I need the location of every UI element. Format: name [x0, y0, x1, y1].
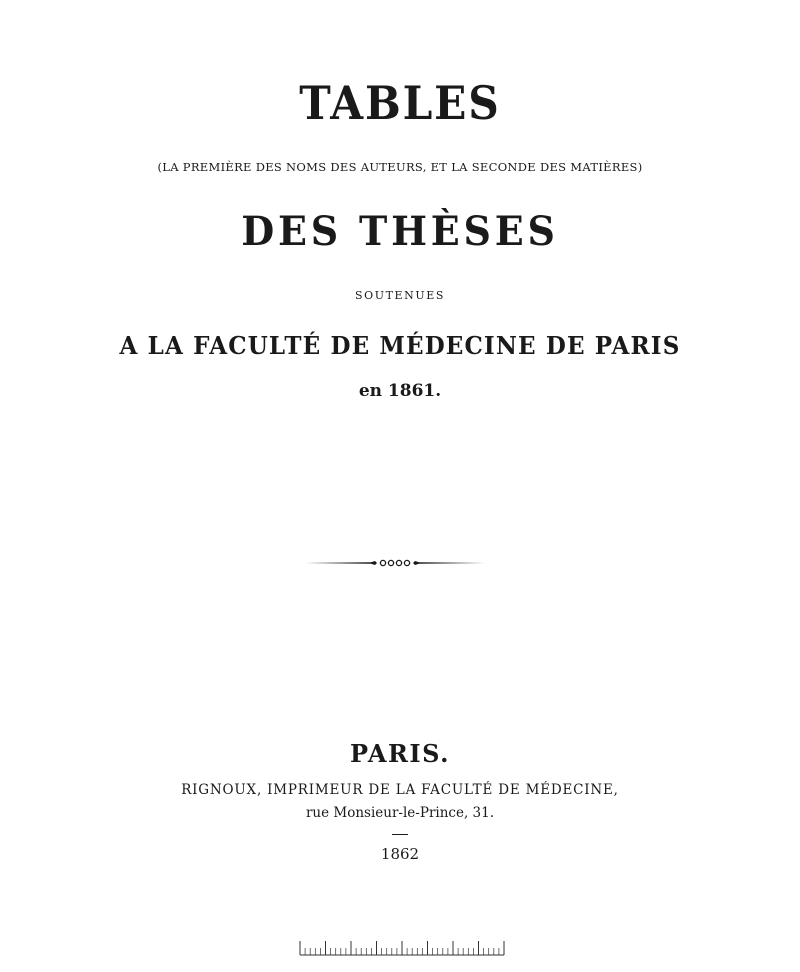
subtitle-note: (LA PREMIÈRE DES NOMS DES AUTEURS, ET LA SECONDE DES MATIÈRES): [157, 160, 643, 174]
imprint-city: PARIS.: [350, 739, 450, 768]
page-title: TABLES: [299, 76, 501, 130]
imprint-year: 1862: [380, 845, 420, 863]
separator-dash: [392, 834, 408, 835]
subject-heading: DES THÈSES: [241, 208, 559, 255]
soutenues-label: SOUTENUES: [354, 289, 446, 302]
ruler-scale-icon: [299, 939, 505, 957]
thesis-year: en 1861.: [358, 381, 442, 401]
imprint-address: rue Monsieur-le-Prince, 31.: [305, 805, 495, 821]
fleuron-rule-icon: [305, 556, 485, 570]
imprint-printer: RIGNOUX, IMPRIMEUR DE LA FACULTÉ DE MÉDECINE,: [181, 782, 619, 798]
faculty-heading: A LA FACULTÉ DE MÉDECINE DE PARIS: [119, 331, 681, 360]
